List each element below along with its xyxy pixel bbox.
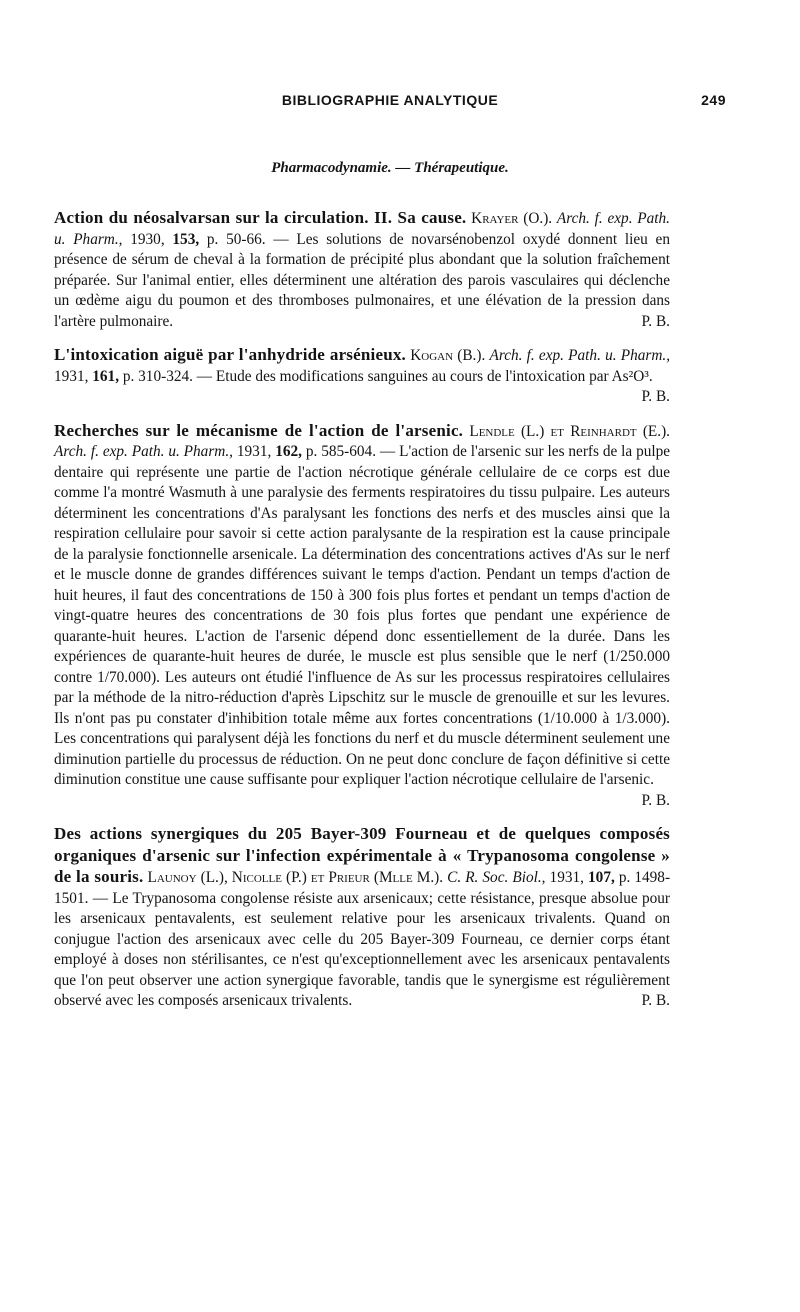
- abstract-entry: [54, 208, 670, 332]
- entry-title: Action du néosalvarsan sur la circulation. II. Sa cause.: [54, 208, 467, 227]
- entry-abstract: — Etude des modifications sanguines au cours de l'intoxication par As²O³.: [196, 367, 653, 385]
- entry-pages: p. 1498-1501.: [54, 869, 671, 907]
- entry-title: Recherches sur le mécanisme de l'action de l'arsenic.: [54, 420, 464, 440]
- entry-year: 1930,: [130, 230, 165, 248]
- entry-journal: Arch. f. exp. Path. u. Pharm.,: [54, 210, 670, 248]
- entry-pages: p. 310-324.: [122, 367, 193, 385]
- abstract-entry: [54, 824, 670, 1012]
- entry-year: 1931,: [54, 367, 89, 385]
- entry-year: 1931,: [549, 869, 584, 886]
- abstract-entry: [54, 345, 670, 408]
- entry-signature: P. B.: [641, 312, 670, 330]
- entry-pages: p. 50-66.: [206, 230, 266, 248]
- entry-signature: P. B.: [641, 388, 670, 405]
- entry-volume: 161,: [92, 367, 120, 385]
- entry-signature: P. B.: [641, 791, 670, 809]
- entry-year: 1931,: [236, 443, 272, 460]
- section-title: Pharmacodynamie. — Thérapeutique.: [271, 160, 509, 176]
- entry-pages: p. 585-604.: [305, 443, 377, 460]
- entry-volume: 162,: [275, 443, 302, 460]
- abstracts-body: [54, 208, 670, 1025]
- entry-abstract: — Les solutions de novarsénobenzol oxydé donnent lieu en présence de sérum de cheval à la formation de précipité plus abondant que la solution fraîchement préparée. Sur l'animal entier, elles déterminent une altération des parois vasculaires qui déclenche un œdème aigu du poumon et des thromboses pulmonaires, et une élévation de la pression dans l'artère pulmonaire.: [54, 230, 670, 330]
- entry-authors: Kogan (B.).: [410, 347, 486, 364]
- entry-abstract: — L'action de l'arsenic sur les nerfs de la pulpe dentaire qui représente une partie de l'action nécrotique générale cellulaire de ce corps est due comme l'a montré Wasmuth à une paralysie des ferments respiratoires du tissu pulpaire. Les auteurs déterminent les concentrations d'As paralysant les fonctions des nerfs et des muscles ainsi que la respiration cellulaire pour savoir si cette action paralysante de la respiration est la cause principale de la paralysie fonctionnelle arsenicale. La détermination des concentrations actives d'As sur le nerf et le muscle donne de grandes différences suivant le temps d'action. Pendant un temps d'action de huit heures, il faut des concentrations de 150 à 300 fois plus fortes et pendant un temps d'action de vingt-quatre heures des concentrations de 30 fois plus fortes que pendant une expérience de quarante-huit heures. L'action de l'arsenic dépend donc essentiellement de la durée. Dans les expériences de quarante-huit heures de durée, le muscle est plus sensible que le nerf (1/250.000 contre 1/70.000). Les auteurs ont étudié l'influence de As sur les processus respiratoires cellulaires par la méthode de la nitro-réduction d'après Lipschitz sur le muscle de grenouille et sur les levures. Ils n'ont pas pu constater d'inhibition totale même aux fortes concentrations (1/10.000 à 1/3.000). Les concentrations qui paralysent déjà les fonctions du nerf et du muscle déterminent seulement une diminution partielle du processus de réduction. On ne peut donc conclure de façon définitive si cette diminution constitue une cause suffisante pour expliquer l'action nécrotique cellulaire de l'arsenic.: [54, 443, 671, 788]
- abstract-entry: [54, 421, 670, 812]
- entry-volume: 107,: [588, 869, 615, 886]
- entry-title: Des actions synergiques du 205 Bayer-309 Fourneau et de quelques composés organiques d'arsenic sur l'infection expérimentale à « Trypanosoma congolense » de la souris.: [54, 824, 670, 886]
- entry-authors: Lendle (L.) et Reinhardt (E.).: [469, 422, 670, 440]
- entry-title: L'intoxication aiguë par l'anhydride arsénieux.: [54, 345, 407, 364]
- entry-abstract: — Le Trypanosoma congolense résiste aux arsenicaux; cette résistance, presque absolue pour les arsenicaux pentavalents, est seulement relative pour les arsenicaux trivalents. Quand on conjugue l'action des arsenicaux avec celle du 205 Bayer-309 Fourneau, ce dernier corps étant employé à doses non stérilisantes, ce n'est qu'exceptionnellement avec les arsenicaux pentavalents que l'on peut observer une action synergique favorable, tandis que le synergisme est régulièrement observé avec les composés arsenicaux trivalents.: [54, 889, 670, 1009]
- entry-journal: Arch. f. exp. Path. u. Pharm.,: [54, 443, 233, 460]
- entry-authors: Krayer (O.).: [471, 210, 553, 227]
- entry-authors: Launoy (L.), Nicolle (P.) et Prieur (Mlle M.).: [147, 869, 444, 886]
- running-title: BIBLIOGRAPHIE ANALYTIQUE: [281, 92, 499, 108]
- entry-journal: Arch. f. exp. Path. u. Pharm.,: [489, 347, 671, 364]
- page-number: 249: [701, 92, 726, 108]
- entry-journal: C. R. Soc. Biol.,: [447, 869, 546, 886]
- entry-signature: P. B.: [641, 992, 670, 1009]
- entry-volume: 153,: [172, 230, 200, 248]
